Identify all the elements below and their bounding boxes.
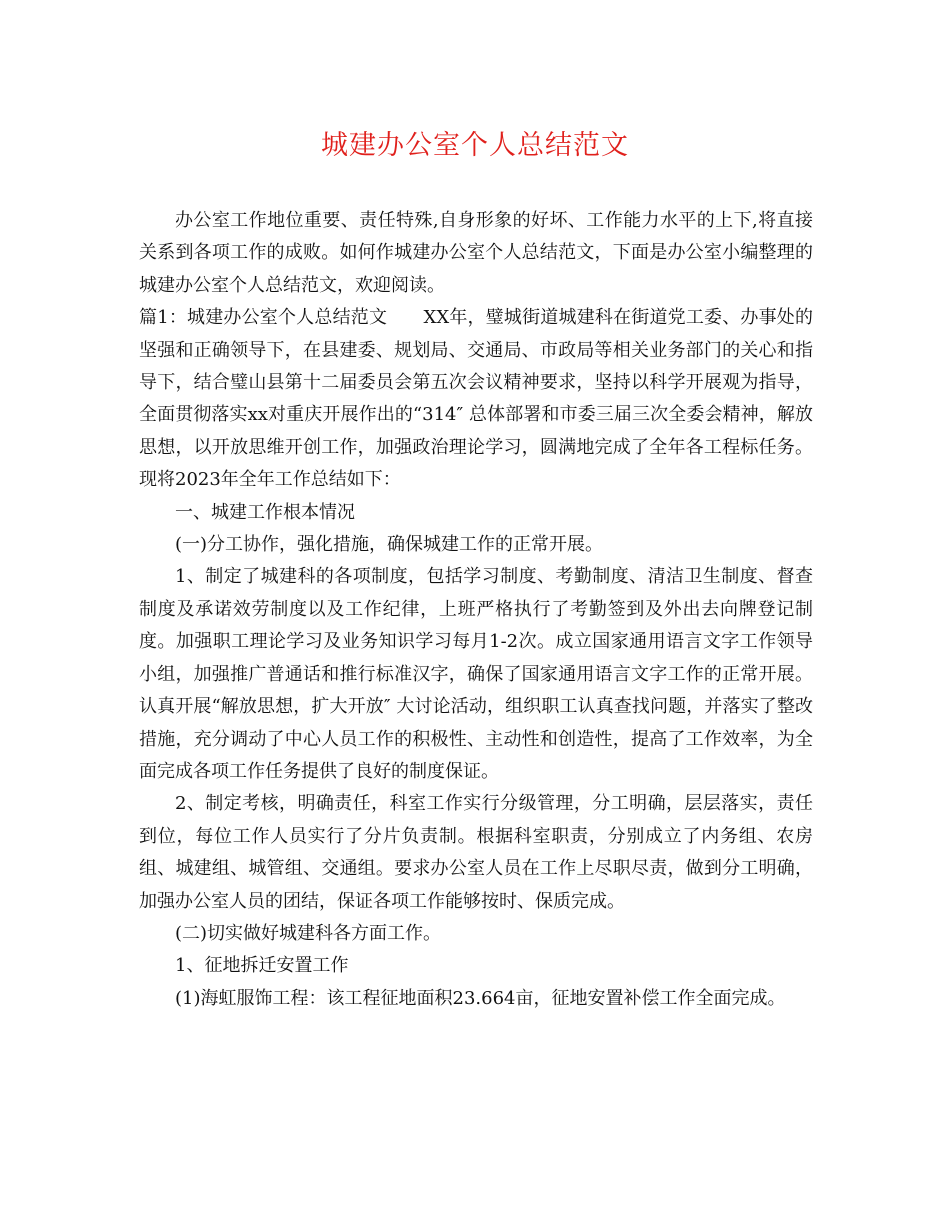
paragraph-intro: 办公室工作地位重要、责任特殊,自身形象的好坏、工作能力水平的上下,将直接关系到各项工作的成败。如何作城建办公室个人总结范文，下面是办公室小编整理的城建办公室个人总结范文，欢迎阅读。 bbox=[139, 210, 813, 296]
heading-subsection-2: (二)切实做好城建科各方面工作。 bbox=[175, 922, 442, 944]
document-body bbox=[139, 205, 813, 1015]
heading-section-1: 一、城建工作根本情况 bbox=[175, 501, 355, 523]
paragraph-item-2: 2、制定考核，明确责任，科室工作实行分级管理，分工明确，层层落实，责任到位，每位工作人员实行了分片负责制。根据科室职责，分别成立了内务组、农房组、城建组、城管组、交通组。要求办公室人员在工作上尽职尽责，做到分工明确，加强办公室人员的团结，保证各项工作能够按时、保质完成。 bbox=[139, 793, 813, 912]
heading-subsection-1: (一)分工协作，强化措施，确保城建工作的正常开展。 bbox=[175, 534, 604, 556]
paragraph-chapter-1: 篇1：城建办公室个人总结范文 XX年，璧城街道城建科在街道党工委、办事处的坚强和正确领导下，在县建委、规划局、交通局、市政局等相关业务部门的关心和指导下，结合璧山县第十二届委员会第五次会议精神要求，坚持以科学开展观为指导，全面贯彻落实xx对重庆开展作出的“314″ 总体部署和市委三届三次全委会精神，解放思想，以开放思维开创工作，加强政治理论学习，圆满地完成了全年各工程标任务。现将2023年全年工作总结如下： bbox=[139, 307, 813, 491]
paragraph-item-1: 1、制定了城建科的各项制度，包括学习制度、考勤制度、清洁卫生制度、督查制度及承诺效劳制度以及工作纪律，上班严格执行了考勤签到及外出去向牌登记制度。加强职工理论学习及业务知识学习每月1-2次。成立国家通用语言文字工作领导小组，加强推广普通话和推行标准汉字，确保了国家通用语言文字工作的正常开展。认真开展“解放思想，扩大开放″ 大讨论活动，组织职工认真查找问题，并落实了整改措施，充分调动了中心人员工作的积极性、主动性和创造性，提高了工作效率，为全面完成各项工作任务提供了良好的制度保证。 bbox=[139, 566, 813, 782]
paragraph-item-haihong: (1)海虹服饰工程：该工程征地面积23.664亩，征地安置补偿工作全面完成。 bbox=[175, 987, 786, 1009]
heading-item-land: 1、征地拆迁安置工作 bbox=[175, 955, 349, 977]
document-title: 城建办公室个人总结范文 bbox=[321, 130, 629, 161]
